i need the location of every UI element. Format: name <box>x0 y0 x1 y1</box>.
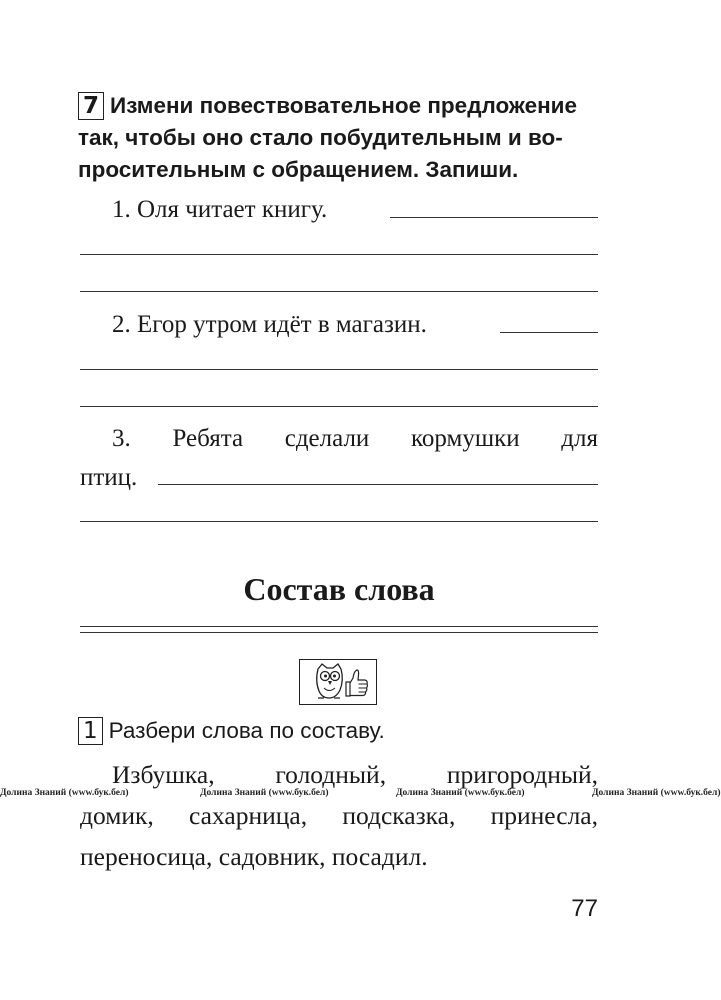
task7-item1-text: 1. Оля читает книгу. <box>112 196 328 223</box>
answer-line[interactable] <box>80 521 598 522</box>
task1-instruction: Разбери слова по составу. <box>108 718 385 743</box>
owl-thumbs-up-icon <box>299 659 377 705</box>
task1-words-line3: переносица, садовник, посадил. <box>80 842 428 871</box>
watermark-text: Долина Знаний (www.бук.бел) <box>200 788 329 798</box>
answer-line[interactable] <box>158 484 598 485</box>
section-divider <box>80 626 598 627</box>
task7-item3-line1: 3. Ребята сделали кормушки для <box>112 425 598 452</box>
answer-line[interactable] <box>80 369 598 370</box>
task7-item2-text: 2. Егор утром идёт в магазин. <box>112 311 427 338</box>
answer-line[interactable] <box>80 406 598 407</box>
answer-line[interactable] <box>500 332 598 333</box>
task1-instruction-row <box>78 716 385 746</box>
task7-instruction-line1: Измени повествовательное предложение <box>110 93 578 118</box>
task7-instruction-line2: так, чтобы оно стало побудительным и во- <box>78 125 563 150</box>
watermark-text: Долина Знаний (www.бук.бел) <box>0 788 129 798</box>
answer-line[interactable] <box>390 217 598 218</box>
answer-line[interactable] <box>80 291 598 292</box>
watermark-text: Долина Знаний (www.бук.бел) <box>592 788 721 798</box>
watermark-text: Долина Знаний (www.бук.бел) <box>396 788 525 798</box>
task1-number: 1 <box>78 717 103 745</box>
task7-instruction <box>78 90 608 186</box>
page-number: 77 <box>571 895 598 922</box>
task1-words-line1: Избушка, голодный, пригородный, <box>112 760 598 789</box>
task7-number: 7 <box>78 92 104 120</box>
task7-item3-line2: птиц. <box>80 464 138 491</box>
answer-line[interactable] <box>80 254 598 255</box>
task1-words-line2: домик, сахарница, подсказка, принесла, <box>80 801 598 830</box>
section-divider <box>80 632 598 633</box>
task7-instruction-line3: просительным с обращением. Запиши. <box>78 157 519 182</box>
section-title: Состав слова <box>243 571 435 607</box>
